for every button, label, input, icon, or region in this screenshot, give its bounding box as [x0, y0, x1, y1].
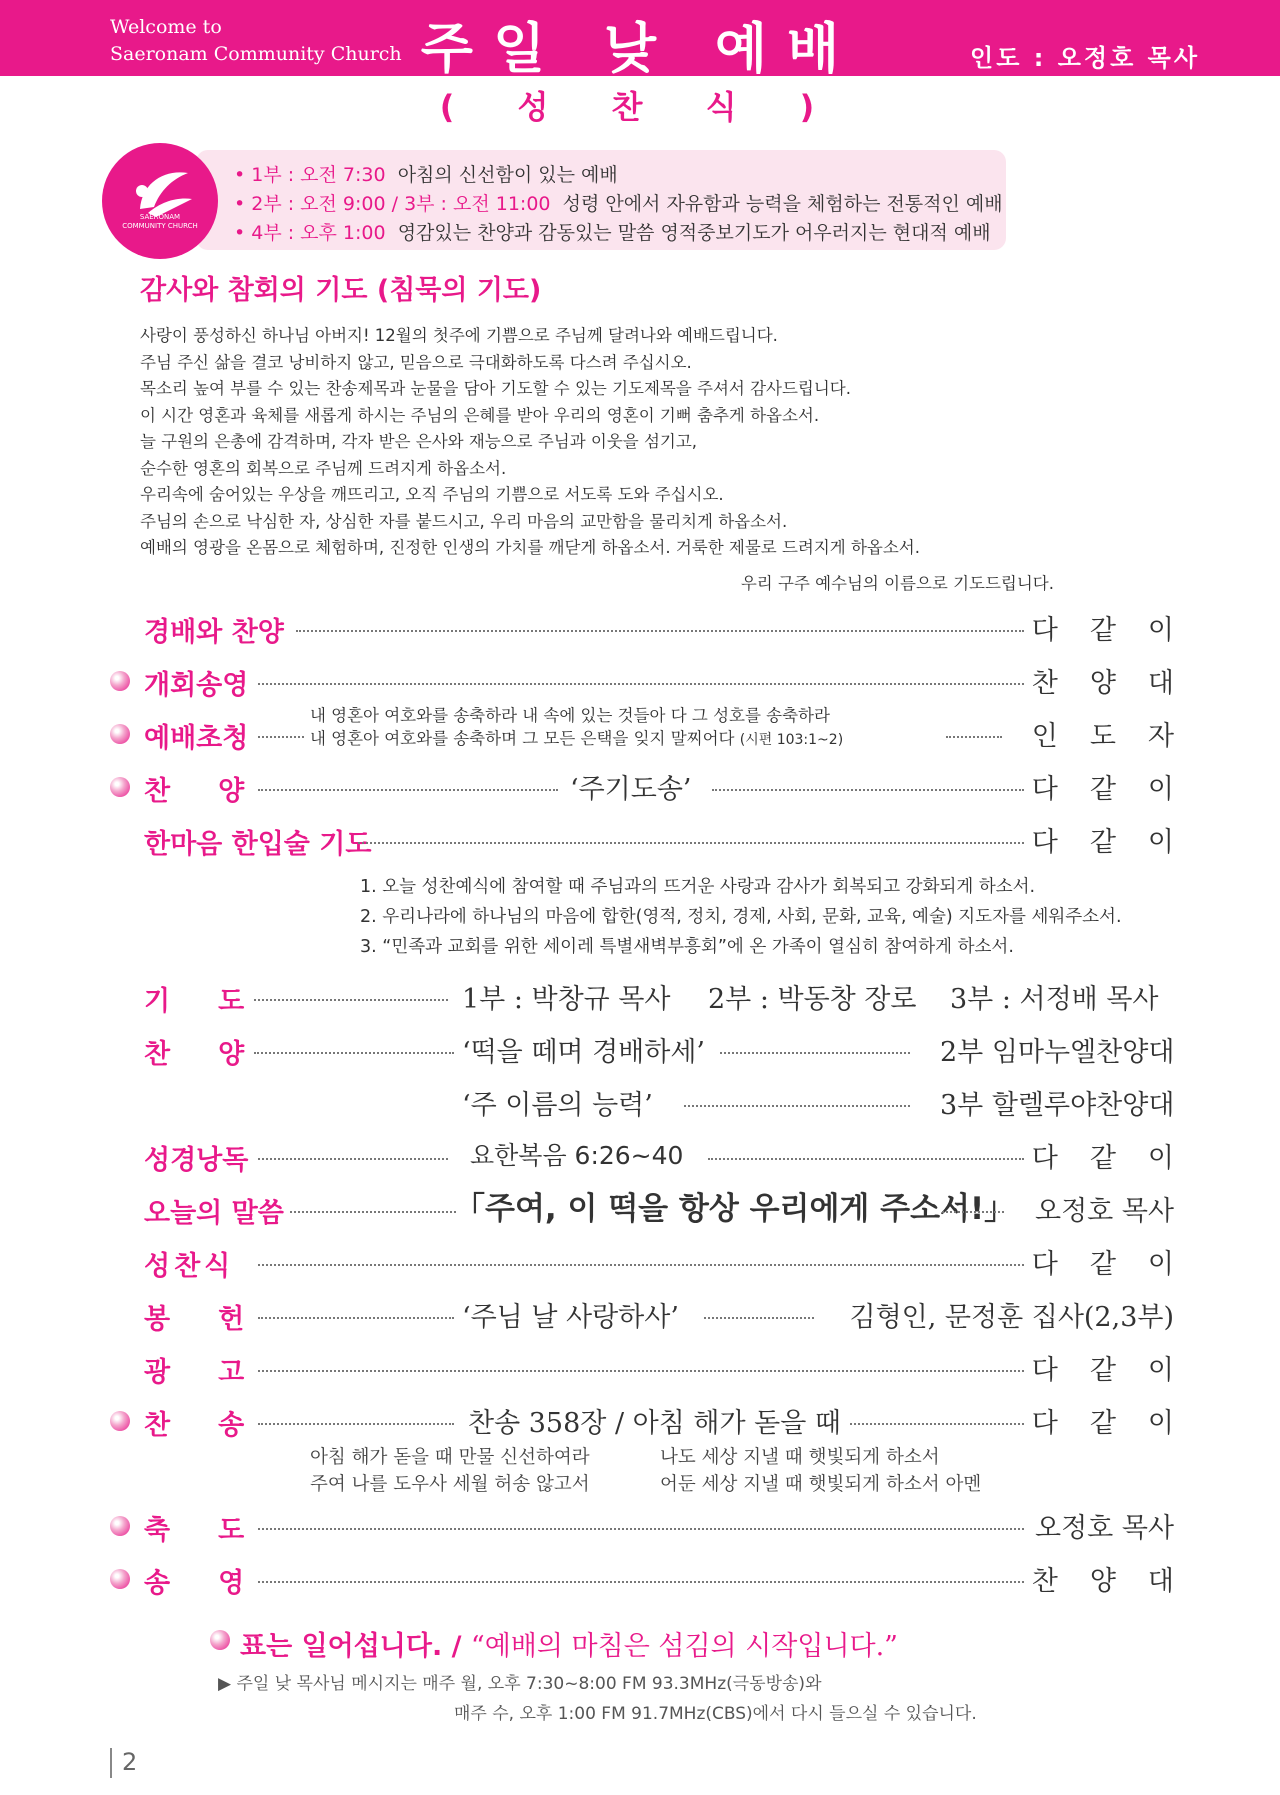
prayer-line: 주님 주신 삶을 결코 낭비하지 않고, 믿음으로 극대화하도록 다스려 주십시오.: [140, 352, 692, 372]
standing-bullet-icon: [110, 671, 130, 691]
prayer-line: 주님의 손으로 낙심한 자, 상심한 자를 붙드시고, 우리 마음의 교만함을 물리치게 하옵소서.: [140, 511, 788, 531]
dotted-leader: [258, 1370, 1024, 1372]
service-time: • 2부 : 오전 9:00 / 3부 : 오전 11:00: [234, 193, 551, 215]
scripture-reading: 요한복음 6:26~40: [470, 1141, 684, 1170]
prayer-line: 목소리 높여 부를 수 있는 찬송제목과 눈물을 담아 기도할 수 있는 기도제목을 주셔서 감사드립니다.: [140, 379, 851, 398]
service-times-list: [234, 161, 1003, 248]
service-leader: 인도 : 오정호 목사: [970, 44, 1200, 72]
logo-text-line2: COMMUNITY CHURCH: [122, 222, 198, 230]
order-benediction: [94, 1502, 1174, 1548]
prayer-line: 예배의 영광을 온몸으로 체험하며, 진정한 인생의 가치를 깨닫게 하옵소서. 거룩한 제물로 드려지게 하옵소서.: [140, 538, 920, 557]
order-praise: [94, 763, 1206, 809]
order-label: 예배초청: [144, 723, 249, 754]
welcome-line1: Welcome to: [110, 16, 222, 38]
order-label: 찬양: [144, 776, 293, 807]
order-label: 오늘의 말씀: [144, 1198, 284, 1229]
unison-prayer-items: [360, 872, 1122, 962]
service-time: • 1부 : 오전 7:30: [234, 164, 386, 186]
order-leader: 다같이: [1031, 1143, 1206, 1174]
dotted-leader: [290, 1211, 456, 1213]
closing-quote: “예배의 마침은 섬김의 시작입니다.”: [470, 1631, 898, 1662]
broadcast-line: 매주 수, 오후 1:00 FM 91.7MHz(CBS)에서 다시 들으실 수 있습니다.: [454, 1704, 977, 1724]
order-leader: 다같이: [1031, 1408, 1206, 1439]
dotted-leader: [258, 736, 304, 738]
service-time: • 4부 : 오후 1:00: [234, 222, 386, 244]
sermon-title: 「주여, 이 떡을 항상 우리에게 주소서!」: [454, 1191, 1016, 1227]
prayer-line: 우리속에 숨어있는 우상을 깨뜨리고, 오직 주님의 기쁨으로 서도록 도와 주십시오.: [140, 485, 724, 504]
dotted-leader: [720, 1052, 910, 1054]
prayer-leader-2: 2부 : 박동창 장로: [708, 984, 917, 1015]
hymn-lyric: 어둔 세상 지낼 때 햇빛되게 하소서 아멘: [660, 1474, 982, 1495]
hymn-title: 찬송 358장 / 아침 해가 돋을 때: [468, 1408, 841, 1439]
prayer-closing: 우리 구주 예수님의 이름으로 기도드립니다.: [740, 574, 1054, 593]
order-leader: 다같이: [1031, 827, 1206, 858]
dotted-leader: [258, 683, 1024, 685]
order-label: 한마음 한입술 기도: [144, 829, 372, 860]
dotted-leader: [258, 1264, 1024, 1266]
welcome-line2: Saeronam Community Church: [110, 43, 402, 65]
page-subtitle: ( 성 찬 식 ): [439, 88, 841, 126]
order-choir-2: [94, 1079, 1174, 1125]
choir-song-2: ‘주 이름의 능력’: [462, 1090, 653, 1121]
order-reading: [94, 1132, 1206, 1178]
dotted-leader: [258, 1581, 1024, 1583]
order-announcements: [94, 1344, 1206, 1390]
logo-text-line1: SAERONAM: [139, 213, 181, 221]
dove-icon: [102, 143, 218, 259]
service-desc: 영감있는 찬양과 감동있는 말씀 영적중보기도가 어우러지는 현대적 예배: [397, 222, 991, 244]
unison-prayer-item: 3. “민족과 교회를 위한 세이레 특별새벽부흥회”에 온 가족이 열심히 참여하게 하소서.: [360, 937, 1014, 957]
order-leader: 오정호 목사: [1035, 1196, 1174, 1227]
dotted-leader: [258, 1158, 448, 1160]
order-opening: [94, 657, 1206, 703]
dotted-leader: [254, 999, 448, 1001]
unison-prayer-item: 2. 우리나라에 하나님의 마음에 합한(영적, 정치, 경제, 사회, 문화, 교육, 예술) 지도자를 세워주소서.: [360, 907, 1122, 927]
standup-text: 표는 일어섭니다. /: [240, 1631, 462, 1662]
offering-song: ‘주님 날 사랑하사’: [462, 1302, 679, 1333]
order-label: 경배와 찬양: [144, 617, 284, 648]
order-leader: 찬양대: [1031, 1566, 1206, 1597]
standup-note: [240, 1624, 898, 1663]
broadcast-info: [218, 1669, 977, 1729]
order-label: 기도: [144, 986, 293, 1017]
order-communion: [94, 1238, 1206, 1284]
dotted-leader: [942, 1211, 1004, 1213]
order-label: 광고: [144, 1357, 293, 1388]
order-leader: 다같이: [1031, 1355, 1206, 1386]
service-time-row: [234, 190, 1003, 219]
standing-bullet-icon: [110, 724, 130, 744]
dotted-leader: [946, 736, 1002, 738]
hymn-lyric: 아침 해가 돋을 때 만물 신선하여라: [310, 1447, 590, 1468]
prayer-line: 순수한 영혼의 회복으로 주님께 드려지게 하옵소서.: [140, 458, 507, 478]
order-leader: 찬양대: [1031, 668, 1206, 699]
order-leader: 다같이: [1031, 615, 1206, 646]
prayer-line: 이 시간 영혼과 육체를 새롭게 하시는 주님의 은혜를 받아 우리의 영혼이 기뻐 춤추게 하옵소서.: [140, 405, 820, 425]
service-time-row: [234, 219, 1003, 248]
order-label: 축도: [144, 1515, 293, 1546]
unison-prayer-item: 1. 오늘 성찬예식에 참여할 때 주님과의 뜨거운 사랑과 감사가 회복되고 강화되게 하소서.: [360, 877, 1036, 897]
order-label: 성찬식: [144, 1251, 235, 1282]
hymn-lyric: 나도 세상 지낼 때 햇빛되게 하소서: [660, 1447, 940, 1468]
standing-bullet-icon: [110, 1411, 130, 1431]
order-unison-prayer: [94, 816, 1206, 862]
order-label: 개회송영: [144, 670, 249, 701]
service-desc: 아침의 신선함이 있는 예배: [397, 164, 618, 186]
choir-song-1: ‘떡을 떼며 경배하세’: [462, 1037, 705, 1068]
dotted-leader: [712, 789, 1024, 791]
order-leader: 다같이: [1031, 1249, 1206, 1280]
order-choir: [94, 1026, 1174, 1072]
call-line2: 내 영혼아 여호와를 송축하며 그 모든 은택을 잊지 말찌어다: [310, 729, 735, 748]
dotted-leader: [258, 1528, 1024, 1530]
order-label: 찬양: [144, 1039, 293, 1070]
dotted-leader: [258, 789, 558, 791]
order-offering: [94, 1291, 1174, 1337]
call-line1: 내 영혼아 여호와를 송축하라 내 속에 있는 것들아 다 그 성호를 송축하라: [310, 706, 830, 725]
order-label: 봉헌: [144, 1304, 293, 1335]
order-label: 송영: [144, 1568, 293, 1599]
logo-text: [102, 213, 218, 231]
dotted-leader: [850, 1423, 1024, 1425]
prayer-line: 사랑이 풍성하신 하나님 아버지! 12월의 첫주에 기쁨으로 주님께 달려나와 예배드립니다.: [140, 326, 778, 345]
order-leader: 오정호 목사: [1035, 1513, 1174, 1544]
standing-bullet-icon: [110, 1516, 130, 1536]
choir-name-1: 2부 임마누엘찬양대: [940, 1037, 1175, 1068]
prayer-body: [140, 323, 1055, 562]
page-divider: [110, 1748, 112, 1778]
order-prayer: [94, 973, 1174, 1019]
dotted-leader: [296, 630, 1024, 632]
hymn-lyric-line: [310, 1471, 981, 1498]
order-sermon: [94, 1185, 1174, 1231]
broadcast-line: ▶ 주일 낮 목사님 메시지는 매주 월, 오후 7:30~8:00 FM 93.3MHz(극동방송)와: [218, 1674, 822, 1694]
page-number: 2: [122, 1748, 138, 1776]
order-label: 찬송: [144, 1410, 293, 1441]
dotted-leader: [258, 1423, 454, 1425]
dotted-leader: [358, 842, 1024, 844]
order-doxology: [94, 1555, 1206, 1601]
praise-song: ‘주기도송’: [570, 774, 692, 805]
dotted-leader: [254, 1052, 454, 1054]
standing-bullet-icon: [110, 1569, 130, 1589]
dotted-leader: [704, 1317, 814, 1319]
choir-name-2: 3부 할렐루야찬양대: [940, 1090, 1175, 1121]
page-title: 주일 낮 예배: [420, 17, 860, 80]
order-worship: [94, 604, 1206, 650]
prayer-leader-3: 3부 : 서정배 목사: [950, 984, 1159, 1015]
prayer-leader-1: 1부 : 박창규 목사: [462, 984, 671, 1015]
header-band: [0, 0, 1280, 80]
standing-bullet-icon: [210, 1630, 230, 1650]
order-leader: 김형인, 문정훈 집사(2,3부): [849, 1302, 1174, 1333]
prayer-line: 늘 구원의 은총에 감격하며, 각자 받은 은사와 재능으로 주님과 이웃을 섬기고,: [140, 432, 698, 451]
standing-bullet-icon: [110, 777, 130, 797]
service-time-row: [234, 161, 1003, 190]
order-hymn: [94, 1397, 1206, 1443]
church-logo-icon: [102, 143, 218, 259]
order-leader: 다같이: [1031, 774, 1206, 805]
call-to-worship-text: [310, 704, 843, 752]
dotted-leader: [684, 1105, 910, 1107]
service-desc: 성령 안에서 자유함과 능력을 체험하는 전통적인 예배: [562, 193, 1003, 215]
prayer-title: 감사와 참회의 기도 (침묵의 기도): [140, 275, 542, 306]
order-leader: 인도자: [1031, 721, 1206, 752]
hymn-lyric: 주여 나를 도우사 세월 허송 않고서: [310, 1474, 590, 1495]
order-label: 성경낭독: [144, 1145, 249, 1176]
hymn-lyrics: [310, 1444, 981, 1498]
dotted-leader: [708, 1158, 1024, 1160]
dotted-leader: [258, 1317, 454, 1319]
hymn-lyric-line: [310, 1444, 981, 1471]
scripture-reference: (시편 103:1~2): [739, 732, 844, 748]
order-call: [94, 706, 1206, 756]
